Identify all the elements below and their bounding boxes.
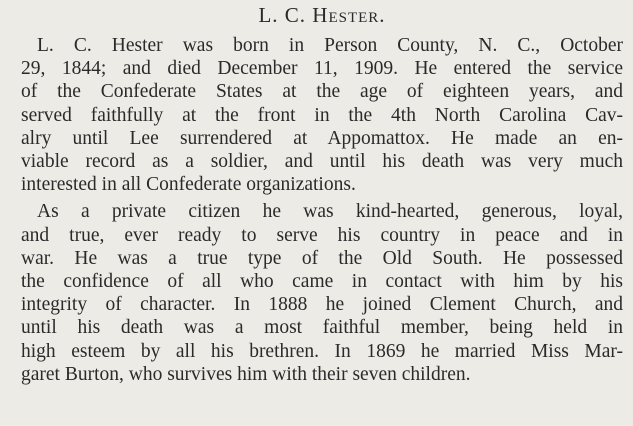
text-line: war. He was a true type of the Old South. He possessed bbox=[21, 247, 623, 269]
text-line: 29, 1844; and died December 11, 1909. He entered the service bbox=[21, 58, 623, 80]
text-line: high esteem by all his brethren. In 1869 he married Miss Mar- bbox=[21, 340, 623, 362]
text-line: and true, ever ready to serve his country in peace and in bbox=[21, 224, 623, 246]
text-line: viable record as a soldier, and until his death was very much bbox=[21, 151, 623, 173]
text-line: integrity of character. In 1888 he joined Clement Church, and bbox=[21, 294, 623, 316]
paragraph-2 bbox=[21, 200, 623, 386]
text-line: served faithfully at the front in the 4th North Carolina Cav- bbox=[21, 104, 623, 126]
text-line: interested in all Confederate organizations. bbox=[21, 174, 356, 196]
text-line: the confidence of all who came in contact with him by his bbox=[21, 271, 623, 293]
text-line: alry until Lee surrendered at Appomattox. He made an en- bbox=[21, 127, 623, 149]
text-line: of the Confederate States at the age of eighteen years, and bbox=[21, 81, 623, 103]
text-line: L. C. Hester was born in Person County, N. C., October bbox=[37, 35, 623, 56]
paragraph-1 bbox=[21, 34, 623, 196]
text-line: As a private citizen he was kind-hearted, generous, loyal, bbox=[37, 201, 623, 223]
page-title: L. C. Hester. bbox=[258, 3, 386, 27]
text-line: until his death was a most faithful member, being held in bbox=[21, 317, 623, 339]
text-line: garet Burton, who survives him with their seven children. bbox=[21, 363, 471, 385]
